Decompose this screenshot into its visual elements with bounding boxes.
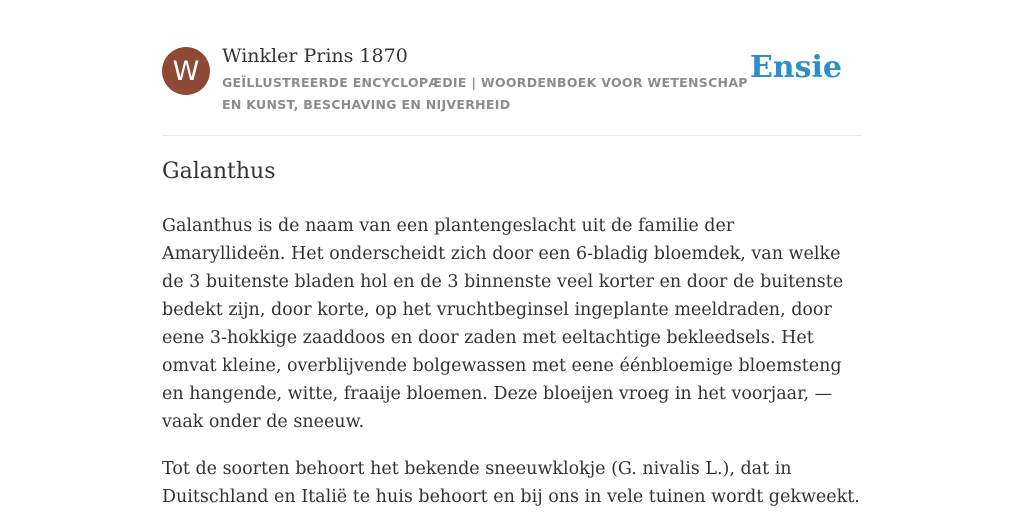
ensie-logo[interactable]: Ensie <box>749 50 842 85</box>
page <box>162 0 862 507</box>
article-paragraph: Galanthus is de naam van een plantengeslacht uit de familie der Amaryllideën. Het onderscheidt zich door een 6-bladig bloemdek, van welke de 3 buitenste bladen hol en de 3 binnenste veel korter en door de buitenste bedekt zijn, door korte, op het vruchtbeginsel ingeplante meeldraden, door eene 3-hokkige zaaddoos en door zaden met eeltachtige bekleedsels. Het omvat kleine, overblijvende bolgewassen met eene éénbloemige bloemsteng en hangende, witte, fraaije bloemen. Deze bloeijen vroeg in het voorjaar, — vaak onder de sneeuw. <box>162 216 844 432</box>
source-header <box>162 0 862 136</box>
article-paragraph: Tot de soorten behoort het bekende sneeuwklokje (G. nivalis L.), dat in Duitschland en Italië te huis behoort en bij ons in vele tuinen wordt gekweekt. <box>162 459 860 507</box>
source-title[interactable]: Winkler Prins 1870 <box>222 45 408 67</box>
article-body <box>162 212 862 530</box>
avatar[interactable]: W <box>162 47 210 95</box>
article-title: Galanthus <box>162 159 276 184</box>
source-subtitle: GEÏLLUSTREERDE ENCYCLOPÆDIE | WOORDENBOEK VOOR WETENSCHAP EN KUNST, BESCHAVING EN NIJVERHEID <box>222 75 748 112</box>
